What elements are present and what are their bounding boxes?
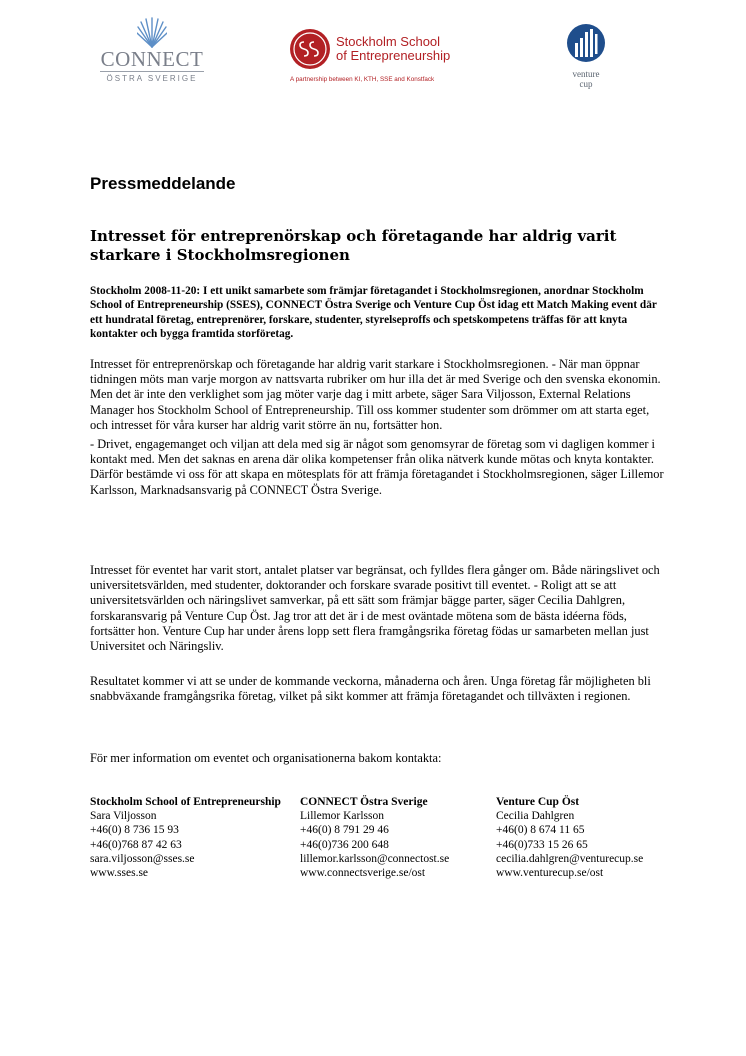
- contact-sses: [90, 795, 281, 880]
- contact-web: www.connectsverige.se/ost: [300, 867, 426, 880]
- venture-cup-line2: cup: [579, 79, 593, 89]
- contact-web: www.venturecup.se/ost: [496, 867, 604, 880]
- contact-org: Venture Cup Öst: [496, 796, 580, 808]
- article-title: Intresset för entreprenörskap och företagande har aldrig varit starkare i Stockholmsregionen: [90, 227, 617, 264]
- contact-mobile: +46(0)733 15 26 65: [496, 838, 588, 851]
- lead-paragraph: Stockholm 2008-11-20: I ett unikt samarbete som främjar företagandet i Stockholmsregionen, anordnar Stockholm School of Entrepreneurship (SSES), CONNECT Östra Sverige och Venture Cup Öst idag ett Match Making event där ett hundratal företag, entreprenörer, forskare, studenter, styrelseproffs och spetskompetens träffas för att knyta kontakter och bygga framtida storföretag.: [90, 285, 657, 341]
- contact-phone: +46(0) 8 674 11 65: [496, 824, 585, 837]
- connect-logo: [96, 16, 208, 88]
- paragraph-1: Intresset för entreprenörskap och företagande har aldrig varit starkare i Stockholmsregionen. - När man öppnar tidningen möts man varje morgon av nattsvarta rubriker om hur illa det är med Sverige och den svenska ekonomin. Men det är inte den verklighet som jag möter varje dag i mitt arbete, säger Sara Viljosson, External Relations Manager hos Stockholm School of Entrepreneurship. Till oss kommer studenter som drömmer om att starta eget, och intresset för våra kurser har aldrig varit större än nu, fortsätter hon.: [90, 357, 661, 432]
- paragraph-2: - Drivet, engagemanget och viljan att dela med sig är något som genomsyrar de företag som vi dagligen kommer i kontakt med. Men det saknas en arena där olika kompetenser från olika nätverk kunde mötas och knyta kontakter. Därför bestämde vi oss för att skapa en mötesplats för att främja företagandet i Stockholmsregionen, säger Lillemor Karlsson, Marknadsansvarig på CONNECT Östra Sverige.: [90, 437, 664, 497]
- page-heading: Pressmeddelande: [90, 174, 236, 193]
- contact-phone: +46(0) 8 736 15 93: [90, 824, 179, 837]
- logo-header: [0, 14, 746, 94]
- contact-email: lillemor.karlsson@connectost.se: [300, 852, 450, 865]
- sses-logo-name: [336, 35, 450, 63]
- contact-org: Stockholm School of Entrepreneurship: [90, 796, 281, 808]
- paragraph-3: Intresset för eventet har varit stort, antalet platser var begränsat, och fylldes flera gånger om. Både näringslivet och universitetsvärlden, med studenter, doktorander och forskare svarade positivt till eventet. - Roligt att se att universitetsvärlden och näringslivet samverkar, på ett sätt som främjar bägge parter, säger Cecilia Dahlgren, forskaransvarig på Venture Cup Öst. Jag tror att det är i de mest oväntade mötena som de bästa idéerna föds, fortsätter hon. Venture Cup har under årens lopp sett flera framgångsrika företag födas ur samarbeten mellan just Universitet och Näringsliv.: [90, 563, 660, 654]
- venture-cup-line1: venture: [572, 69, 600, 79]
- contact-connect: [300, 795, 449, 880]
- contact-name: Sara Viljosson: [90, 810, 157, 823]
- contact-email: sara.viljosson@sses.se: [90, 852, 195, 865]
- connect-logo-sub: ÖSTRA SVERIGE: [106, 74, 198, 83]
- sses-logo: [289, 28, 489, 88]
- sses-name-line2: of Entrepreneurship: [336, 48, 451, 63]
- contact-venture-cup: [496, 795, 643, 880]
- connect-logo-rule: [100, 71, 204, 72]
- connect-logo-word: CONNECT: [100, 47, 204, 71]
- sses-tagline: A partnership between KI, KTH, SSE and Konstfack: [290, 76, 435, 83]
- contact-mobile: +46(0)768 87 42 63: [90, 838, 182, 851]
- paragraph-contact-intro: För mer information om eventet och organisationerna bakom kontakta:: [90, 751, 442, 765]
- paragraph-4: Resultatet kommer vi att se under de kommande veckorna, månaderna och åren. Unga företag får möjligheten bli snabbväxande framgångsrika företag, vilket på sikt kommer att främja företagandet och tillväxten i regionen.: [90, 674, 651, 704]
- contact-email: cecilia.dahlgren@venturecup.se: [496, 852, 644, 865]
- sses-seal-icon: [289, 28, 331, 70]
- contact-mobile: +46(0)736 200 648: [300, 838, 389, 851]
- contact-org: CONNECT Östra Sverige: [300, 796, 428, 808]
- venture-cup-emblem-icon: [566, 22, 606, 64]
- contact-name: Lillemor Karlsson: [300, 810, 384, 823]
- sses-name-line1: Stockholm School: [336, 34, 441, 49]
- connect-burst-icon: [137, 16, 167, 48]
- contact-web: www.sses.se: [90, 867, 149, 880]
- contact-name: Cecilia Dahlgren: [496, 810, 575, 823]
- contact-phone: +46(0) 8 791 29 46: [300, 824, 389, 837]
- venture-cup-logo: [560, 22, 612, 94]
